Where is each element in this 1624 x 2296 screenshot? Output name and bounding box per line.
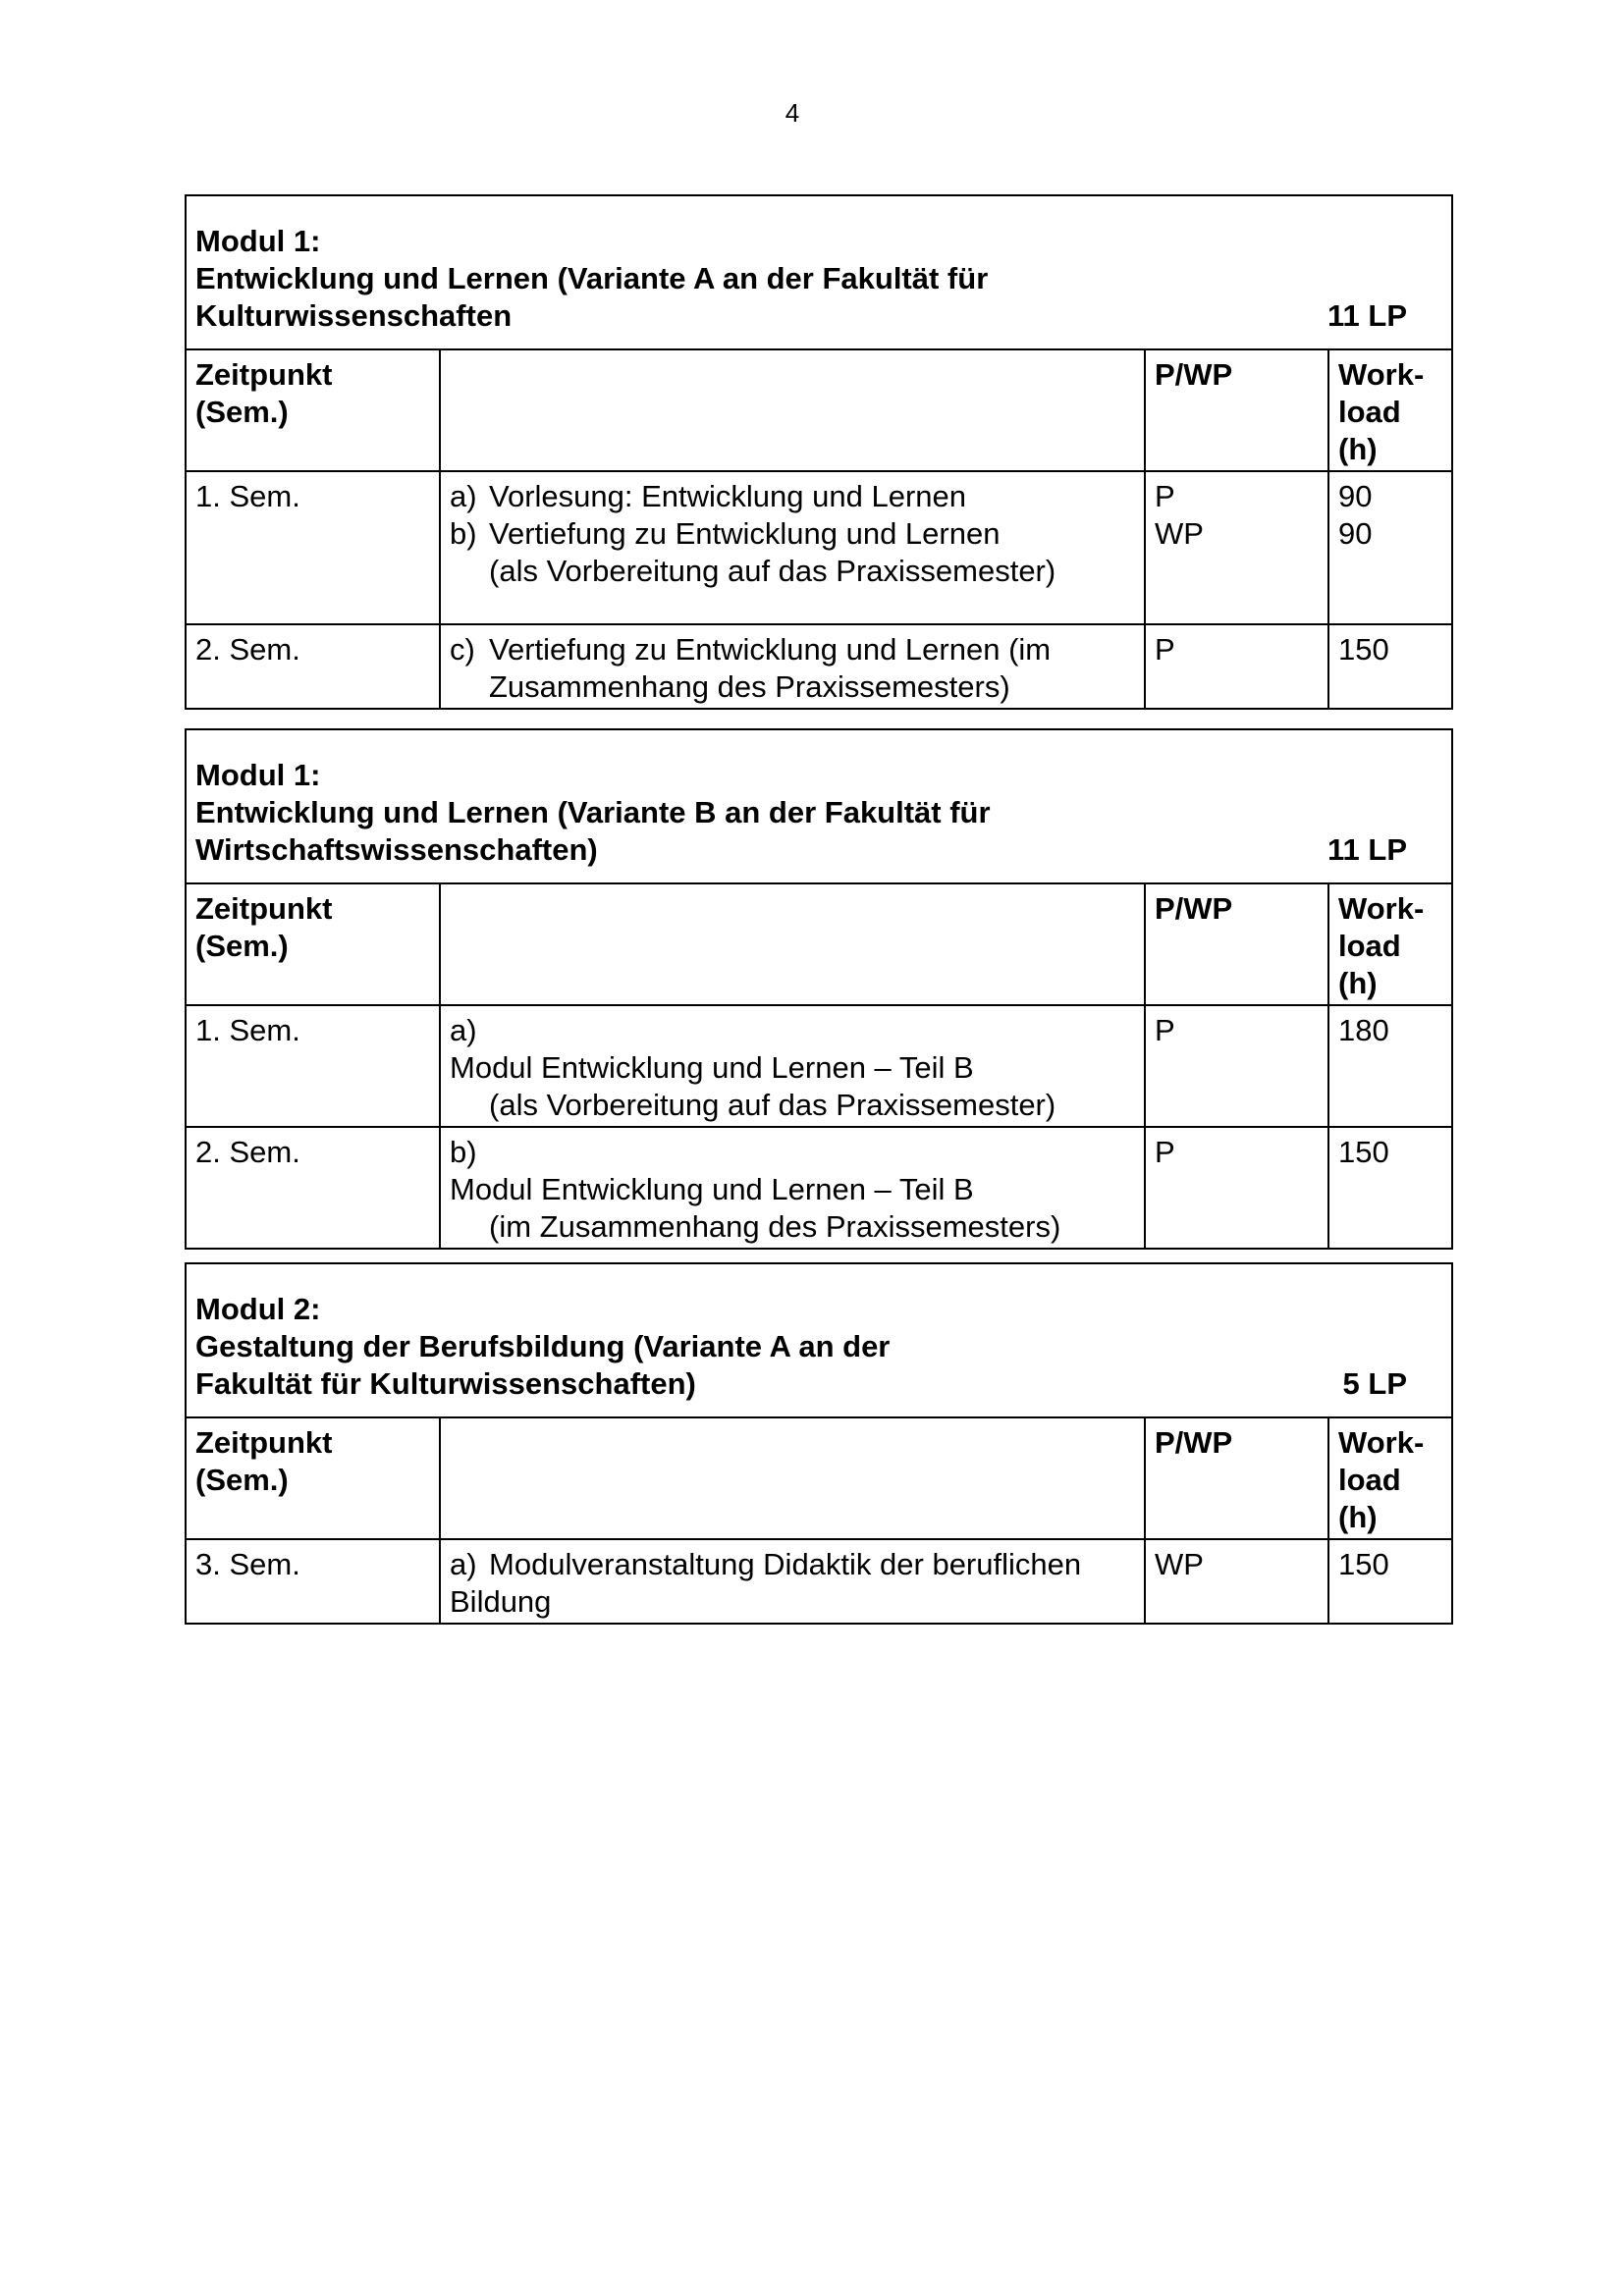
header-workload-unit: load (h) bbox=[1338, 929, 1401, 1000]
row-status: WP bbox=[1155, 1547, 1204, 1581]
row-workload: 90 bbox=[1338, 516, 1373, 551]
header-workload: Work- bbox=[1338, 1425, 1425, 1460]
item-letter: b) bbox=[450, 516, 477, 551]
row-time: 1. Sem. bbox=[195, 479, 300, 513]
module-table-1a bbox=[185, 194, 1453, 710]
module-title-cont: Kulturwissenschaften bbox=[195, 298, 513, 333]
module-title: Entwicklung und Lernen (Variante B an der Fakultät für bbox=[195, 795, 991, 829]
item-letter: b) bbox=[450, 1135, 477, 1169]
row-workload: 180 bbox=[1338, 1013, 1389, 1047]
row-status: P bbox=[1155, 632, 1175, 667]
module-header bbox=[186, 729, 1452, 883]
row-workload: 150 bbox=[1338, 1547, 1389, 1581]
item-letter: a) bbox=[450, 1547, 477, 1581]
row-status: P bbox=[1155, 479, 1175, 513]
module-table-2 bbox=[185, 1262, 1453, 1625]
column-headers bbox=[186, 1417, 1452, 1539]
header-status: P/WP bbox=[1155, 891, 1233, 926]
header-workload: Work- bbox=[1338, 357, 1425, 392]
module-header bbox=[186, 195, 1452, 349]
row-time: 1. Sem. bbox=[195, 1013, 300, 1047]
row-workload: 150 bbox=[1338, 1135, 1389, 1169]
item-text: Vertiefung zu Entwicklung und Lernen (im bbox=[489, 632, 1052, 667]
row-status: WP bbox=[1155, 516, 1204, 551]
item-letter: a) bbox=[450, 479, 477, 513]
row-workload: 90 bbox=[1338, 479, 1373, 513]
table-row bbox=[186, 1539, 1452, 1624]
row-time: 2. Sem. bbox=[195, 632, 300, 667]
table-row bbox=[186, 1127, 1452, 1249]
header-time: Zeitpunkt bbox=[195, 891, 333, 926]
row-workload: 150 bbox=[1338, 632, 1389, 667]
item-letter: a) bbox=[450, 1013, 477, 1047]
item-text: Modul Entwicklung und Lernen – Teil B bbox=[450, 1050, 974, 1085]
row-status: P bbox=[1155, 1135, 1175, 1169]
header-time: Zeitpunkt bbox=[195, 357, 333, 392]
item-text: Vertiefung zu Entwicklung und Lernen bbox=[489, 516, 1001, 551]
module-title-cont: Fakultät für Kulturwissenschaften) bbox=[195, 1366, 696, 1401]
item-text: Modul Entwicklung und Lernen – Teil B bbox=[450, 1172, 974, 1206]
module-label: Modul 1: bbox=[195, 758, 321, 792]
column-headers bbox=[186, 883, 1452, 1005]
column-headers bbox=[186, 349, 1452, 471]
row-time: 3. Sem. bbox=[195, 1547, 300, 1581]
item-text: Vorlesung: Entwicklung und Lernen bbox=[489, 479, 966, 513]
row-time: 2. Sem. bbox=[195, 1135, 300, 1169]
module-credits: 11 LP bbox=[1327, 298, 1408, 333]
header-status: P/WP bbox=[1155, 357, 1233, 392]
module-title: Gestaltung der Berufsbildung (Variante A an der bbox=[195, 1329, 891, 1363]
header-workload-unit: load (h) bbox=[1338, 1463, 1401, 1534]
header-time: Zeitpunkt bbox=[195, 1425, 333, 1460]
item-text-cont: (im Zusammenhang des Praxissemesters) bbox=[489, 1209, 1061, 1244]
row-status: P bbox=[1155, 1013, 1175, 1047]
item-letter: c) bbox=[450, 632, 475, 667]
module-title: Entwicklung und Lernen (Variante A an der Fakultät für bbox=[195, 261, 989, 295]
header-workload: Work- bbox=[1338, 891, 1425, 926]
header-status: P/WP bbox=[1155, 1425, 1233, 1460]
header-workload-unit: load (h) bbox=[1338, 395, 1401, 466]
module-label: Modul 1: bbox=[195, 224, 321, 258]
item-text-cont: Zusammenhang des Praxissemesters) bbox=[489, 669, 1010, 704]
table-row bbox=[186, 1005, 1452, 1127]
item-text: Modulveranstaltung Didaktik der beruflichen Bildung bbox=[450, 1547, 1082, 1619]
page-number: 4 bbox=[785, 98, 800, 128]
module-credits: 5 LP bbox=[1342, 1366, 1407, 1401]
header-time-unit: (Sem.) bbox=[195, 395, 289, 429]
module-title-cont: Wirtschaftswissenschaften) bbox=[195, 832, 598, 867]
module-credits: 11 LP bbox=[1327, 832, 1407, 867]
item-text-cont: (als Vorbereitung auf das Praxissemester) bbox=[489, 554, 1056, 588]
header-time-unit: (Sem.) bbox=[195, 1463, 289, 1497]
module-header bbox=[186, 1263, 1452, 1417]
module-table-1b bbox=[185, 728, 1453, 1250]
module-label: Modul 2: bbox=[195, 1292, 321, 1326]
header-time-unit: (Sem.) bbox=[195, 929, 289, 963]
item-text-cont: (als Vorbereitung auf das Praxissemester) bbox=[489, 1088, 1056, 1122]
table-row bbox=[186, 471, 1452, 624]
table-row bbox=[186, 624, 1452, 709]
